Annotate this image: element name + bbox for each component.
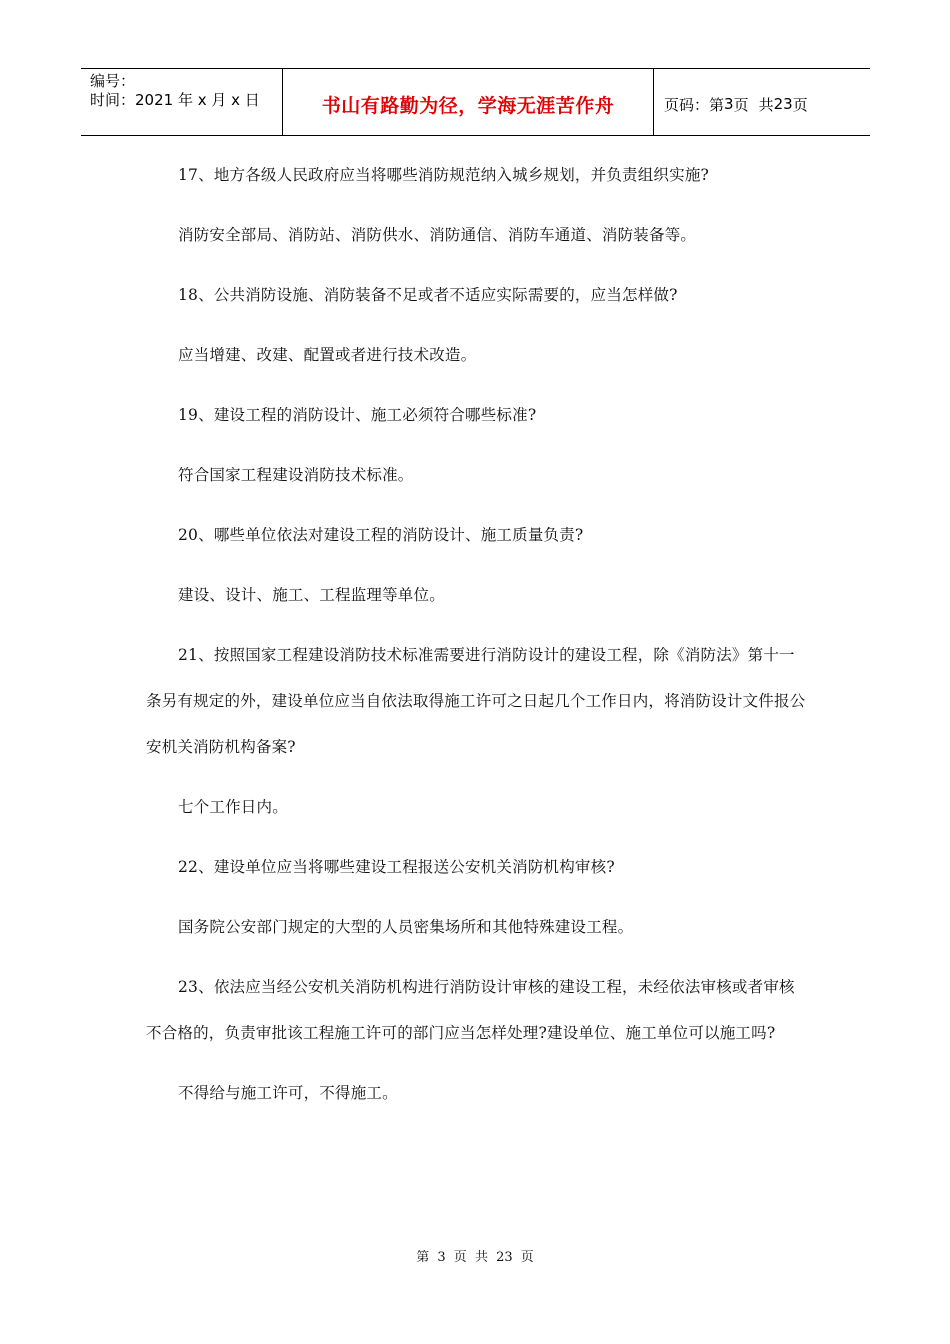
header-page-indicator (654, 69, 870, 135)
header-page-total: 23 (773, 95, 793, 113)
footer-total-pages: 23 (496, 1250, 513, 1265)
document-number-label: 编号： (90, 72, 136, 90)
question-22: 22、建设单位应当将哪些建设工程报送公安机关消防机构审核? (178, 858, 615, 876)
footer-prefix: 第 (416, 1250, 430, 1265)
question-20: 20、哪些单位依法对建设工程的消防设计、施工质量负责? (178, 526, 584, 544)
question-18: 18、公共消防设施、消防装备不足或者不适应实际需要的，应当怎样做? (178, 286, 678, 304)
header-page-current: 3 (724, 95, 734, 113)
question-23: 23、依法应当经公安机关消防机构进行消防设计审核的建设工程，未经依法审核或者审核不合格的，负责审批该工程施工许可的部门应当怎样处理?建设单位、施工单位可以施工吗? (146, 978, 795, 1042)
answer-19: 符合国家工程建设消防技术标准。 (178, 466, 414, 484)
footer-total-prefix: 共 (474, 1250, 488, 1265)
answer-22: 国务院公安部门规定的大型的人员密集场所和其他特殊建设工程。 (178, 918, 634, 936)
footer-suffix: 页 (520, 1250, 534, 1265)
header-motto: 书山有路勤为径，学海无涯苦作舟 (321, 94, 615, 117)
footer-mid: 页 (453, 1250, 467, 1265)
answer-17: 消防安全部局、消防站、消防供水、消防通信、消防车通道、消防装备等。 (178, 226, 697, 244)
header-page-suffix: 页 (792, 95, 808, 114)
document-header (81, 68, 870, 136)
header-page-mid: 页 (733, 95, 749, 114)
header-motto-cell (282, 69, 654, 135)
question-21: 21、按照国家工程建设消防技术标准需要进行消防设计的建设工程，除《消防法》第十一条另有规定的外，建设单位应当自依法取得施工许可之日起几个工作日内，将消防设计文件报公安机关消防机构备案? (146, 646, 806, 756)
document-date-label: 时间：2021 年 x 月 x 日 (90, 91, 260, 109)
header-page-prefix: 页码：第 (664, 95, 725, 114)
footer-current-page: 3 (437, 1250, 446, 1265)
answer-21: 七个工作日内。 (178, 798, 288, 816)
header-page-total-prefix: 共 (758, 95, 774, 114)
answer-23: 不得给与施工许可，不得施工。 (178, 1084, 398, 1102)
header-meta (81, 69, 282, 135)
question-17: 17、地方各级人民政府应当将哪些消防规范纳入城乡规划，并负责组织实施? (178, 166, 710, 184)
question-19: 19、建设工程的消防设计、施工必须符合哪些标准? (178, 406, 537, 424)
document-body (146, 152, 810, 1130)
answer-18: 应当增建、改建、配置或者进行技术改造。 (178, 346, 477, 364)
answer-20: 建设、设计、施工、工程监理等单位。 (178, 586, 445, 604)
page-footer (0, 1246, 950, 1265)
